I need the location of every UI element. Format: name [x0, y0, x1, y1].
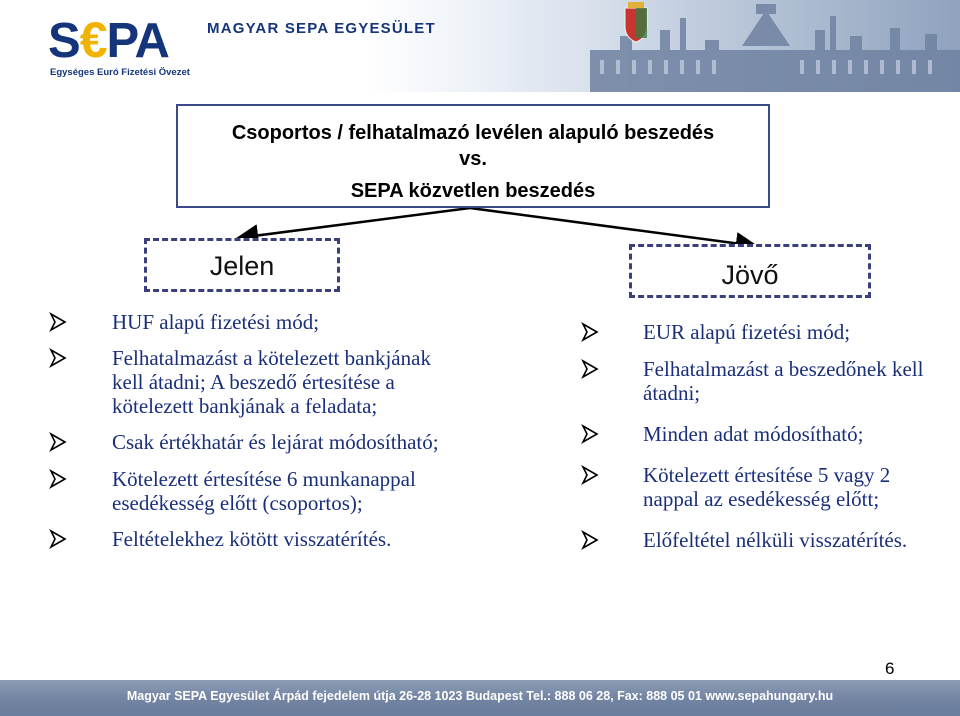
- arrow-to-jovo: [470, 208, 756, 246]
- list-item: HUF alapú fizetési mód;: [112, 310, 452, 334]
- title-line-2: vs.: [459, 148, 487, 170]
- arrowhead-bullet-icon: [48, 312, 68, 332]
- list-item: Felhatalmazást a beszedőnek kell átadni;: [643, 357, 943, 405]
- title-box: [176, 104, 770, 208]
- list-item: Előfeltétel nélküli visszatérítés.: [643, 528, 943, 552]
- logo-tagline: Egységes Euró Fizetési Övezet: [50, 67, 190, 78]
- arrow-to-jelen: [238, 208, 470, 238]
- footer-contact-text: Magyar SEPA Egyesület Árpád fejedelem útja 26-28 1023 Budapest Tel.: 888 06 28, Fax: 888 05 01 www.sepahungary.hu: [126, 689, 834, 703]
- arrowhead-bullet-icon: [48, 529, 68, 549]
- list-item: Minden adat módosítható;: [643, 422, 943, 446]
- arrowhead-bullet-icon: [48, 348, 68, 368]
- page-number: 6: [885, 659, 895, 678]
- arrowhead-bullet-icon: [48, 469, 68, 489]
- jovo-label: Jövő: [629, 244, 871, 298]
- sepa-logo: S€PA: [48, 12, 169, 68]
- arrowhead-bullet-icon: [580, 424, 600, 444]
- coat-of-arms-icon: [625, 2, 647, 42]
- header-banner: [0, 0, 960, 92]
- parliament-image: [530, 0, 960, 92]
- list-item: Kötelezett értesítése 5 vagy 2 nappal az esedékesség előtt;: [643, 463, 943, 511]
- title-line-3: SEPA közvetlen beszedés: [350, 180, 596, 202]
- arrowhead-bullet-icon: [580, 530, 600, 550]
- title-line-1: Csoportos / felhatalmazó levélen alapuló beszedés: [231, 122, 715, 144]
- jovo-list: [643, 320, 943, 552]
- arrowhead-bullet-icon: [48, 432, 68, 452]
- list-item: EUR alapú fizetési mód;: [643, 320, 943, 344]
- arrowhead-bullet-icon: [580, 465, 600, 485]
- arrowhead-bullet-icon: [580, 359, 600, 379]
- list-item: Csak értékhatár és lejárat módosítható;: [112, 430, 452, 454]
- list-item: Feltételekhez kötött visszatérítés.: [112, 527, 452, 551]
- euro-icon: €: [79, 12, 107, 68]
- jelen-list: [112, 310, 452, 551]
- arrowhead-bullet-icon: [580, 322, 600, 342]
- organization-title: MAGYAR SEPA EGYESÜLET: [207, 20, 436, 37]
- jelen-label: Jelen: [144, 238, 340, 292]
- list-item: Felhatalmazást a kötelezett bankjának kell átadni; A beszedő értesítése a kötelezett bankjának a feladata;: [112, 346, 452, 418]
- footer-bar: [0, 680, 960, 716]
- list-item: Kötelezett értesítése 6 munkanappal esedékesség előtt (csoportos);: [112, 467, 452, 515]
